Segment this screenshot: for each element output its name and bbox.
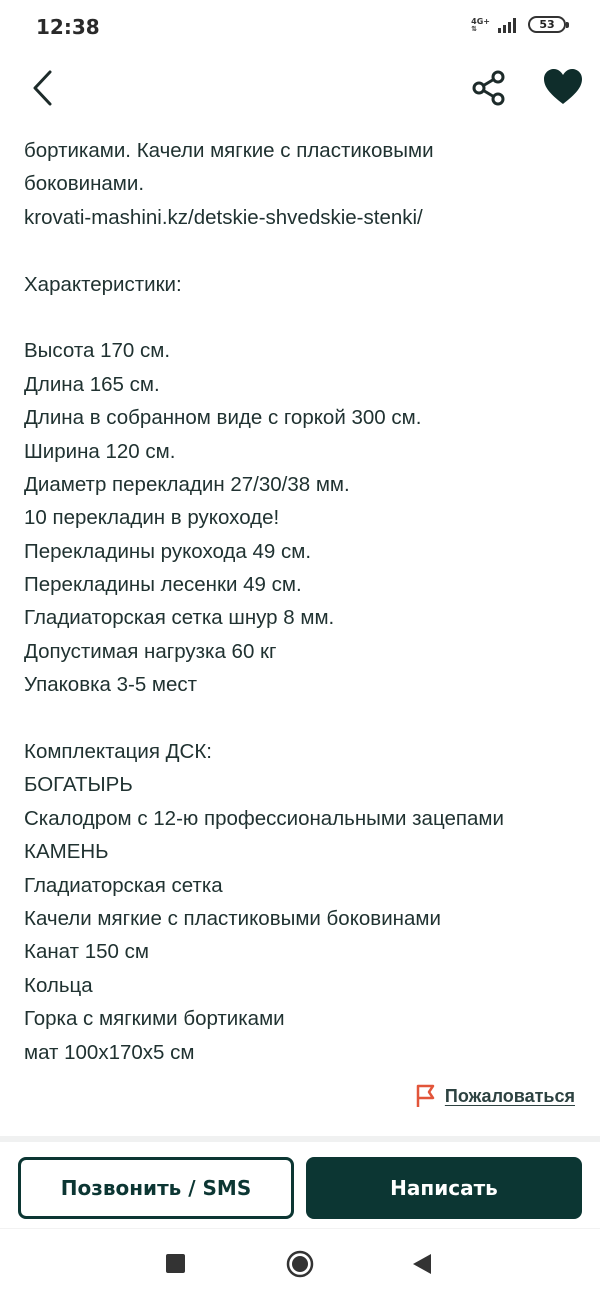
description-line: Ширина 120 см. bbox=[24, 439, 176, 463]
description-line: Диаметр перекладин 27/30/38 мм. bbox=[24, 472, 350, 496]
description-line: Канат 150 см bbox=[24, 940, 149, 964]
signal-icon bbox=[498, 17, 520, 33]
description-line: БОГАТЫРЬ bbox=[24, 773, 133, 797]
system-nav-bar bbox=[0, 1228, 600, 1299]
status-indicators bbox=[471, 16, 566, 33]
description-line: Перекладины рукохода 49 см. bbox=[24, 539, 312, 563]
description-line: Гладиаторская сетка шнур 8 мм. bbox=[24, 606, 335, 630]
description-line: Горка с мягкими бортиками bbox=[24, 1007, 285, 1031]
description-line: Гладиаторская сетка bbox=[24, 873, 223, 897]
heart-icon bbox=[540, 64, 586, 110]
data-arrows-icon: ⇅ bbox=[471, 24, 478, 33]
description-line: Длина 165 см. bbox=[24, 372, 160, 396]
back-triangle-icon[interactable] bbox=[412, 1253, 432, 1275]
network-type bbox=[471, 17, 490, 33]
battery-icon: 53 bbox=[528, 16, 566, 33]
description-line: Кольца bbox=[24, 973, 93, 997]
favorite-button[interactable] bbox=[540, 64, 586, 110]
description-line: мат 100х170х5 см bbox=[24, 1040, 195, 1064]
description-line: Характеристики: bbox=[24, 272, 182, 296]
status-bar bbox=[0, 0, 600, 56]
network-label: 4G+ bbox=[471, 16, 490, 26]
share-icon bbox=[466, 66, 512, 110]
report-link[interactable] bbox=[415, 1084, 575, 1108]
description-line: Качели мягкие с пластиковыми боковинами bbox=[24, 906, 441, 930]
description-line: Длина в собранном виде с горкой 300 см. bbox=[24, 406, 422, 430]
home-circle-icon[interactable] bbox=[286, 1250, 314, 1278]
description-line: Комплектация ДСК: bbox=[24, 740, 212, 764]
description-line: Скалодром с 12-ю профессиональными зацепами bbox=[24, 806, 504, 830]
description-line: КАМЕНЬ bbox=[24, 840, 109, 864]
report-label: Пожаловаться bbox=[444, 1085, 575, 1106]
description-line: боковинами. bbox=[24, 172, 145, 196]
status-time: 12:38 bbox=[36, 15, 100, 39]
description-line: Упаковка 3-5 мест bbox=[24, 673, 198, 697]
description-line: бортиками. Качели мягкие с пластиковыми bbox=[24, 139, 434, 162]
top-app-bar bbox=[0, 56, 600, 122]
description-line bbox=[24, 301, 584, 334]
description-line bbox=[24, 234, 584, 267]
ad-description bbox=[24, 134, 584, 1069]
description-line: Перекладины лесенки 49 см. bbox=[24, 573, 302, 597]
description-line: Высота 170 см. bbox=[24, 339, 171, 363]
call-sms-button[interactable]: Позвонить / SMS bbox=[18, 1157, 294, 1219]
description-line: Допустимая нагрузка 60 кг bbox=[24, 639, 277, 663]
contact-action-bar bbox=[0, 1142, 600, 1228]
flag-icon bbox=[415, 1084, 437, 1108]
description-line bbox=[24, 702, 584, 735]
write-message-button[interactable]: Написать bbox=[306, 1157, 582, 1219]
chevron-left-icon bbox=[22, 66, 66, 110]
description-line: krovati-mashini.kz/detskie-shvedskie-stenki/ bbox=[24, 205, 423, 229]
back-button[interactable] bbox=[22, 66, 66, 110]
description-line: 10 перекладин в рукоходе! bbox=[24, 506, 280, 530]
recents-square-icon[interactable] bbox=[166, 1254, 185, 1273]
share-button[interactable] bbox=[466, 66, 512, 110]
